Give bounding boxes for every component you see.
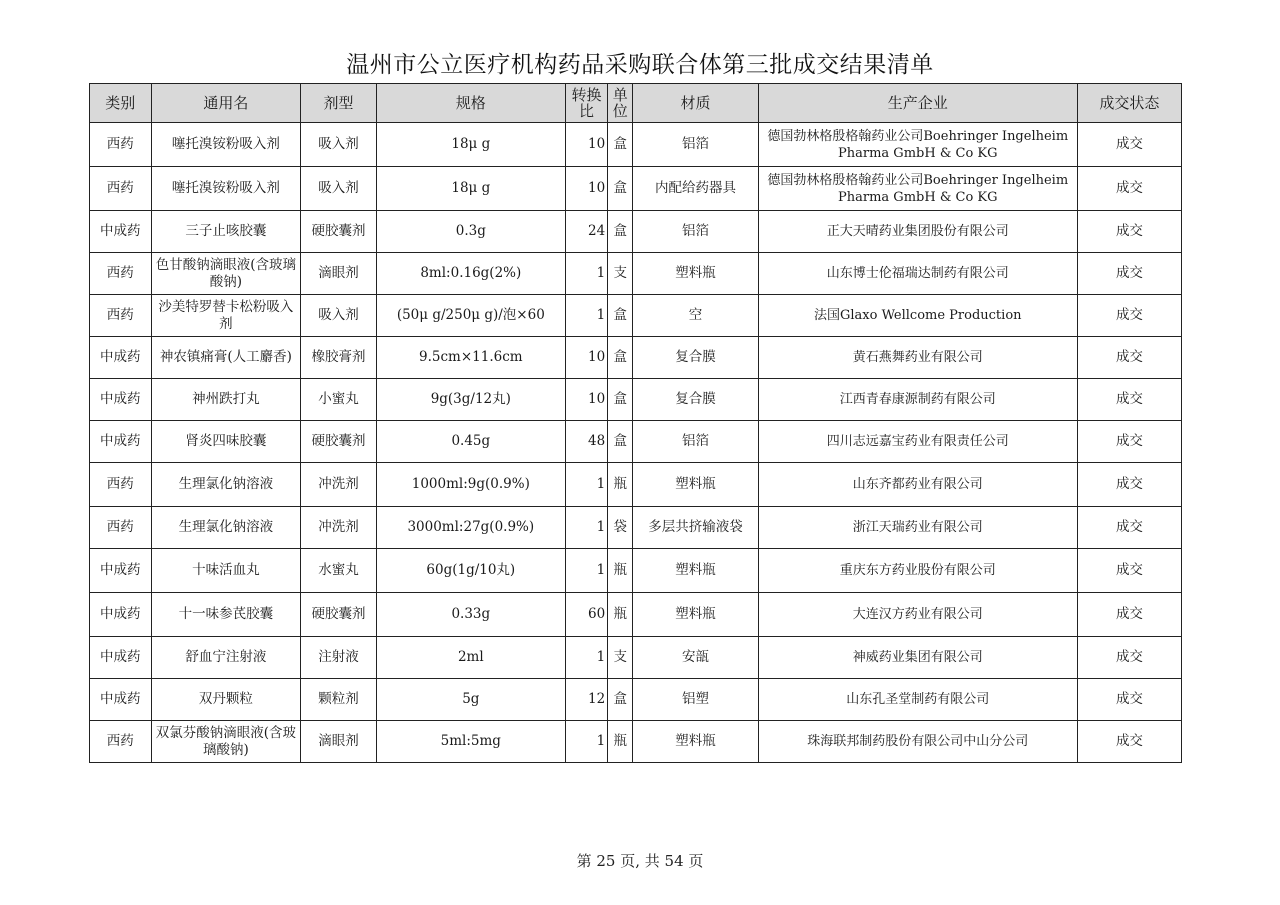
cell-manufacturer: 珠海联邦制药股份有限公司中山分公司 — [758, 721, 1077, 763]
cell-unit: 盒 — [608, 167, 633, 211]
page-title: 温州市公立医疗机构药品采购联合体第三批成交结果清单 — [346, 52, 934, 78]
cell-ratio: 1 — [565, 637, 607, 679]
table-row — [90, 637, 1182, 679]
cell-ratio: 1 — [565, 721, 607, 763]
cell-ratio: 10 — [565, 379, 607, 421]
cell-name: 舒血宁注射液 — [151, 637, 301, 679]
cell-unit: 瓶 — [608, 721, 633, 763]
header-manufacturer: 生产企业 — [758, 84, 1077, 123]
cell-unit: 袋 — [608, 507, 633, 549]
cell-form: 滴眼剂 — [301, 721, 377, 763]
cell-name: 生理氯化钠溶液 — [151, 507, 301, 549]
table-row — [90, 337, 1182, 379]
cell-manufacturer: 山东齐都药业有限公司 — [758, 463, 1077, 507]
cell-category: 西药 — [90, 123, 152, 167]
cell-unit: 瓶 — [608, 549, 633, 593]
cell-name: 十味活血丸 — [151, 549, 301, 593]
cell-status: 成交 — [1077, 421, 1181, 463]
cell-spec: 3000ml:27g(0.9%) — [376, 507, 565, 549]
cell-unit: 盒 — [608, 123, 633, 167]
cell-manufacturer: 浙江天瑞药业有限公司 — [758, 507, 1077, 549]
cell-name: 噻托溴铵粉吸入剂 — [151, 123, 301, 167]
cell-form: 滴眼剂 — [301, 253, 377, 295]
cell-form: 水蜜丸 — [301, 549, 377, 593]
cell-ratio: 60 — [565, 593, 607, 637]
cell-material: 铝箔 — [633, 211, 758, 253]
cell-form: 橡胶膏剂 — [301, 337, 377, 379]
table-row — [90, 421, 1182, 463]
cell-material: 多层共挤输液袋 — [633, 507, 758, 549]
results-table — [89, 83, 1182, 763]
table-row — [90, 593, 1182, 637]
cell-category: 中成药 — [90, 421, 152, 463]
cell-status: 成交 — [1077, 549, 1181, 593]
cell-name: 色甘酸钠滴眼液(含玻璃酸钠) — [151, 253, 301, 295]
table-row — [90, 507, 1182, 549]
cell-material: 塑料瓶 — [633, 549, 758, 593]
cell-status: 成交 — [1077, 463, 1181, 507]
cell-status: 成交 — [1077, 337, 1181, 379]
cell-form: 硬胶囊剂 — [301, 593, 377, 637]
cell-manufacturer: 神威药业集团有限公司 — [758, 637, 1077, 679]
cell-material: 铝箔 — [633, 421, 758, 463]
cell-form: 吸入剂 — [301, 167, 377, 211]
cell-name: 噻托溴铵粉吸入剂 — [151, 167, 301, 211]
cell-ratio: 1 — [565, 507, 607, 549]
header-ratio: 转换比 — [565, 84, 607, 123]
cell-status: 成交 — [1077, 593, 1181, 637]
cell-category: 西药 — [90, 463, 152, 507]
cell-form: 注射液 — [301, 637, 377, 679]
cell-spec: 0.3g — [376, 211, 565, 253]
cell-name: 神农镇痛膏(人工麝香) — [151, 337, 301, 379]
cell-material: 内配给药器具 — [633, 167, 758, 211]
cell-unit: 支 — [608, 637, 633, 679]
cell-manufacturer: 德国勃林格殷格翰药业公司Boehringer Ingelheim Pharma GmbH & Co KG — [758, 123, 1077, 167]
cell-unit: 盒 — [608, 421, 633, 463]
cell-form: 冲洗剂 — [301, 463, 377, 507]
cell-status: 成交 — [1077, 637, 1181, 679]
cell-category: 西药 — [90, 167, 152, 211]
cell-spec: 60g(1g/10丸) — [376, 549, 565, 593]
cell-form: 冲洗剂 — [301, 507, 377, 549]
table-row — [90, 123, 1182, 167]
cell-ratio: 1 — [565, 295, 607, 337]
page-footer — [0, 850, 1280, 871]
cell-spec: 0.45g — [376, 421, 565, 463]
cell-category: 中成药 — [90, 637, 152, 679]
cell-unit: 盒 — [608, 211, 633, 253]
cell-status: 成交 — [1077, 679, 1181, 721]
cell-category: 中成药 — [90, 679, 152, 721]
table-row — [90, 549, 1182, 593]
cell-spec: 9g(3g/12丸) — [376, 379, 565, 421]
cell-ratio: 10 — [565, 167, 607, 211]
cell-category: 中成药 — [90, 211, 152, 253]
cell-status: 成交 — [1077, 253, 1181, 295]
cell-material: 空 — [633, 295, 758, 337]
cell-name: 神州跌打丸 — [151, 379, 301, 421]
cell-spec: (50μ g/250μ g)/泡×60 — [376, 295, 565, 337]
cell-spec: 8ml:0.16g(2%) — [376, 253, 565, 295]
cell-name: 肾炎四味胶囊 — [151, 421, 301, 463]
cell-material: 复合膜 — [633, 337, 758, 379]
cell-manufacturer: 大连汉方药业有限公司 — [758, 593, 1077, 637]
header-form: 剂型 — [301, 84, 377, 123]
header-category: 类别 — [90, 84, 152, 123]
cell-unit: 盒 — [608, 295, 633, 337]
table-row — [90, 167, 1182, 211]
cell-unit: 盒 — [608, 679, 633, 721]
cell-manufacturer: 四川志远嘉宝药业有限责任公司 — [758, 421, 1077, 463]
header-row — [90, 84, 1182, 123]
cell-material: 塑料瓶 — [633, 463, 758, 507]
cell-manufacturer: 黄石燕舞药业有限公司 — [758, 337, 1077, 379]
cell-material: 塑料瓶 — [633, 593, 758, 637]
cell-ratio: 10 — [565, 123, 607, 167]
cell-manufacturer: 法国Glaxo Wellcome Production — [758, 295, 1077, 337]
cell-form: 颗粒剂 — [301, 679, 377, 721]
cell-form: 小蜜丸 — [301, 379, 377, 421]
header-material: 材质 — [633, 84, 758, 123]
cell-spec: 2ml — [376, 637, 565, 679]
cell-category: 西药 — [90, 253, 152, 295]
table-row — [90, 721, 1182, 763]
cell-unit: 瓶 — [608, 463, 633, 507]
cell-spec: 0.33g — [376, 593, 565, 637]
header-unit: 单位 — [608, 84, 633, 123]
cell-status: 成交 — [1077, 507, 1181, 549]
cell-material: 复合膜 — [633, 379, 758, 421]
cell-manufacturer: 正大天晴药业集团股份有限公司 — [758, 211, 1077, 253]
cell-manufacturer: 德国勃林格殷格翰药业公司Boehringer Ingelheim Pharma GmbH & Co KG — [758, 167, 1077, 211]
cell-material: 塑料瓶 — [633, 253, 758, 295]
cell-category: 西药 — [90, 295, 152, 337]
cell-ratio: 24 — [565, 211, 607, 253]
cell-manufacturer: 重庆东方药业股份有限公司 — [758, 549, 1077, 593]
cell-category: 中成药 — [90, 549, 152, 593]
cell-ratio: 1 — [565, 463, 607, 507]
cell-category: 西药 — [90, 721, 152, 763]
page-number: 第 25 页, 共 54 页 — [576, 852, 704, 870]
cell-unit: 支 — [608, 253, 633, 295]
cell-form: 硬胶囊剂 — [301, 211, 377, 253]
table-row — [90, 295, 1182, 337]
cell-status: 成交 — [1077, 721, 1181, 763]
cell-manufacturer: 山东孔圣堂制药有限公司 — [758, 679, 1077, 721]
cell-ratio: 48 — [565, 421, 607, 463]
cell-name: 三子止咳胶囊 — [151, 211, 301, 253]
cell-name: 生理氯化钠溶液 — [151, 463, 301, 507]
table-body — [90, 123, 1182, 763]
cell-category: 中成药 — [90, 593, 152, 637]
cell-ratio: 12 — [565, 679, 607, 721]
cell-category: 中成药 — [90, 337, 152, 379]
header-status: 成交状态 — [1077, 84, 1181, 123]
cell-name: 双氯芬酸钠滴眼液(含玻璃酸钠) — [151, 721, 301, 763]
cell-material: 铝塑 — [633, 679, 758, 721]
cell-manufacturer: 山东博士伦福瑞达制药有限公司 — [758, 253, 1077, 295]
cell-unit: 盒 — [608, 337, 633, 379]
cell-status: 成交 — [1077, 379, 1181, 421]
cell-category: 西药 — [90, 507, 152, 549]
cell-status: 成交 — [1077, 123, 1181, 167]
cell-name: 沙美特罗替卡松粉吸入剂 — [151, 295, 301, 337]
cell-spec: 5ml:5mg — [376, 721, 565, 763]
table-row — [90, 253, 1182, 295]
cell-material: 铝箔 — [633, 123, 758, 167]
cell-unit: 瓶 — [608, 593, 633, 637]
cell-spec: 5g — [376, 679, 565, 721]
header-spec: 规格 — [376, 84, 565, 123]
cell-status: 成交 — [1077, 295, 1181, 337]
cell-name: 双丹颗粒 — [151, 679, 301, 721]
cell-category: 中成药 — [90, 379, 152, 421]
cell-spec: 9.5cm×11.6cm — [376, 337, 565, 379]
cell-ratio: 10 — [565, 337, 607, 379]
table-row — [90, 463, 1182, 507]
table-row — [90, 211, 1182, 253]
cell-name: 十一味参芪胶囊 — [151, 593, 301, 637]
cell-ratio: 1 — [565, 253, 607, 295]
table-row — [90, 679, 1182, 721]
cell-status: 成交 — [1077, 167, 1181, 211]
header-name: 通用名 — [151, 84, 301, 123]
cell-ratio: 1 — [565, 549, 607, 593]
cell-spec: 18μ g — [376, 167, 565, 211]
cell-form: 吸入剂 — [301, 295, 377, 337]
cell-status: 成交 — [1077, 211, 1181, 253]
cell-spec: 18μ g — [376, 123, 565, 167]
cell-material: 塑料瓶 — [633, 721, 758, 763]
cell-spec: 1000ml:9g(0.9%) — [376, 463, 565, 507]
cell-manufacturer: 江西青春康源制药有限公司 — [758, 379, 1077, 421]
cell-unit: 盒 — [608, 379, 633, 421]
cell-form: 硬胶囊剂 — [301, 421, 377, 463]
cell-form: 吸入剂 — [301, 123, 377, 167]
table-row — [90, 379, 1182, 421]
cell-material: 安瓿 — [633, 637, 758, 679]
